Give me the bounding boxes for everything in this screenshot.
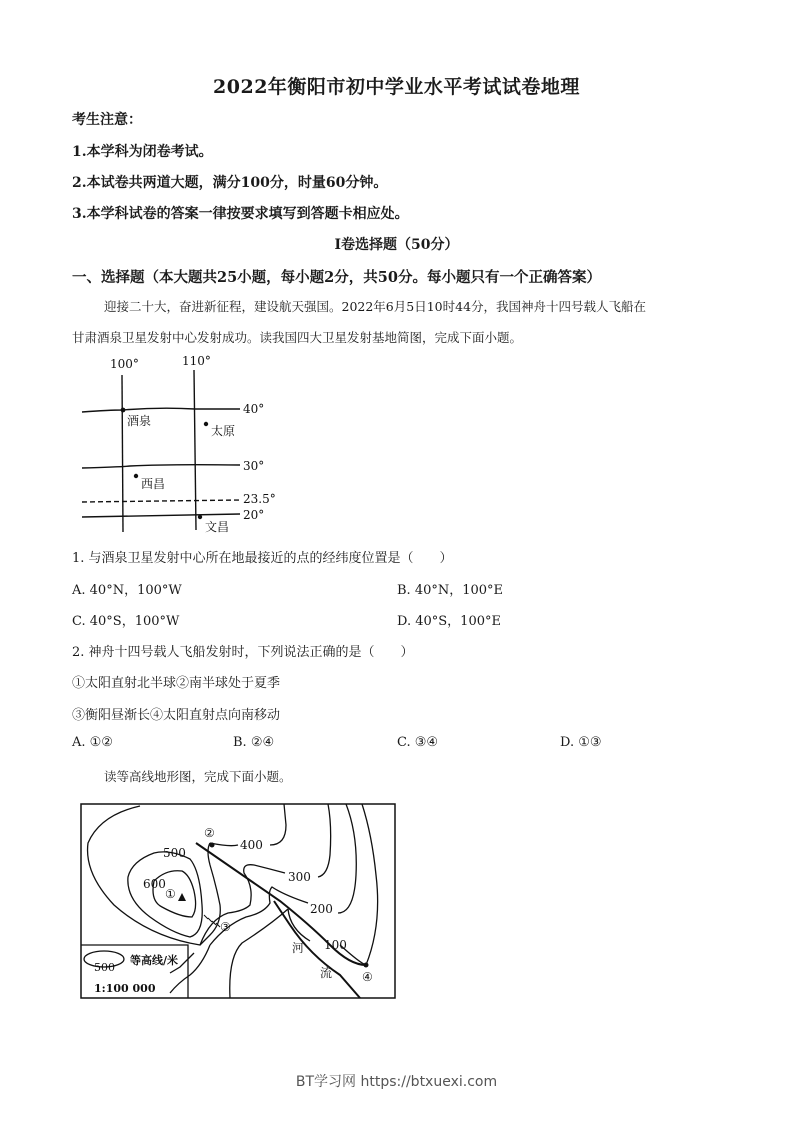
notice-heading: 考生注意：	[72, 112, 142, 128]
longitude-100: 100°	[110, 357, 139, 371]
longitude-110: 110°	[182, 354, 211, 368]
river-label-liu: 流	[320, 966, 333, 980]
river-label-he: 河	[292, 941, 305, 955]
contour-label-100: 100	[324, 938, 347, 952]
legend-label: 等高线/米	[130, 954, 179, 967]
point-4-label: ④	[362, 970, 373, 984]
site-wenchang: 文昌	[205, 520, 230, 534]
latitude-40: 40°	[243, 402, 265, 416]
contour-label-600: 600	[143, 877, 166, 891]
notice-item-2: 2.本试卷共两道大题，满分100分，时量60分钟。	[72, 175, 388, 191]
site-jiuquan: 酒泉	[127, 414, 152, 428]
q2-statement-1: ①太阳直射北半球②南半球处于夏季	[72, 676, 281, 691]
launch-sites-map	[70, 350, 290, 540]
point-2-label: ②	[204, 826, 215, 840]
site-xichang: 西昌	[141, 477, 166, 491]
q1-option-b: B. 40°N，100°E	[397, 583, 504, 598]
legend-value: 500	[94, 961, 115, 974]
part-title: I卷选择题（50分）	[334, 237, 459, 253]
contour-label-300: 300	[288, 870, 311, 884]
footer-watermark: BT学习网 https://btxuexi.com	[295, 1074, 498, 1090]
document-title: 2022年衡阳市初中学业水平考试试卷地理	[213, 76, 580, 98]
q2-option-b: B. ②④	[233, 735, 275, 750]
q2-option-a: A. ①②	[72, 735, 113, 750]
q2-option-c: C. ③④	[397, 735, 439, 750]
q2-option-d: D. ①③	[560, 735, 602, 750]
q1-option-c: C. 40°S，100°W	[72, 614, 180, 629]
q1-option-a: A. 40°N，100°W	[72, 583, 182, 598]
intro2: 读等高线地形图，完成下面小题。	[104, 769, 292, 784]
q1-option-d: D. 40°S，100°E	[397, 614, 501, 629]
intro1-line2: 甘肃酒泉卫星发射中心发射成功。读我国四大卫星发射基地简图，完成下面小题。	[72, 330, 523, 345]
latitude-20: 20°	[243, 508, 265, 522]
contour-label-400: 400	[240, 838, 263, 852]
latitude-23-5: 23.5°	[243, 492, 276, 506]
point-1-label: ①	[165, 887, 176, 901]
site-taiyuan: 太原	[211, 424, 236, 438]
contour-map	[70, 795, 410, 1005]
notice-item-1: 1.本学科为闭卷考试。	[72, 144, 213, 160]
q2-stem: 2. 神舟十四号载人飞船发射时，下列说法正确的是（ ）	[72, 645, 414, 660]
point-3-label: ③	[220, 920, 231, 934]
contour-label-500: 500	[163, 846, 186, 860]
contour-label-200: 200	[310, 902, 333, 916]
latitude-30: 30°	[243, 459, 265, 473]
q2-statement-2: ③衡阳昼渐长④太阳直射点向南移动	[72, 708, 281, 723]
notice-item-3: 3.本学科试卷的答案一律按要求填写到答题卡相应处。	[72, 206, 409, 222]
intro1-line1: 迎接二十大，奋进新征程，建设航天强国。2022年6月5日10时44分，我国神舟十四号载人飞船在	[104, 299, 647, 314]
map-scale: 1:100 000	[94, 982, 156, 995]
section-title: 一、选择题（本大题共25小题，每小题2分，共50分。每小题只有一个正确答案）	[72, 269, 601, 286]
q1-stem: 1. 与酒泉卫星发射中心所在地最接近的点的经纬度位置是（ ）	[72, 551, 453, 566]
